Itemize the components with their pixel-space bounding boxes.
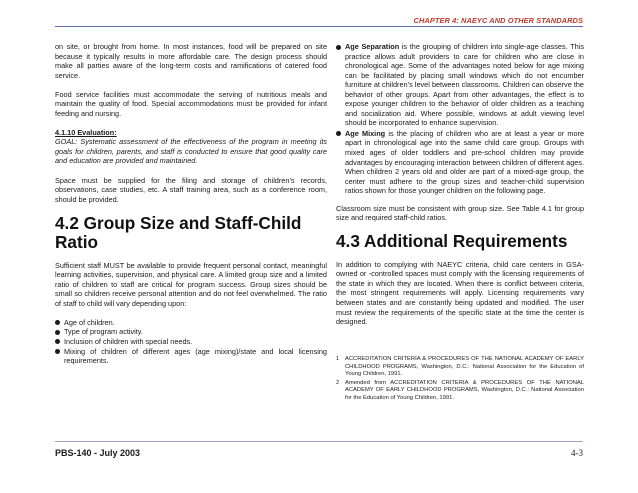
- document-id: PBS-140 - July 2003: [55, 448, 141, 458]
- list-item: [55, 337, 327, 347]
- page-number: 4-3: [571, 448, 583, 458]
- list-item: [336, 129, 584, 196]
- bullet-icon: [55, 320, 60, 325]
- footnote: [336, 380, 584, 403]
- term-age-separation: Age Separation: [345, 42, 400, 51]
- section-heading-4-2: 4.2 Group Size and Staff-Child Ratio: [55, 212, 302, 253]
- list-item-text: Type of program activity.: [64, 327, 143, 337]
- list-item-text: Mixing of children of different ages (age mixing)/state and local licensing requirements.: [64, 346, 327, 366]
- licensing-paragraph: In addition to complying with NAEYC criteria, child care centers in GSA-owned or -controlled spaces must comply with the licensing requirements of the state in which they are located. When there is conflict between criteria, the most stringent requirements will apply. Licensing requirements vary between states and are constantly being updated and modified. The user must review the requirements of the specific state at the time the center is designed.: [336, 259, 584, 327]
- footnote-text: Amended from ACCREDITATION CRITERIA & PROCEDURES OF THE NATIONAL ACADEMY OF EARLY CHILDHOOD PROGRAMS, Washington, D.C.: National Association for the Education of Young Children, 1991.: [345, 379, 584, 401]
- section-heading-4-3: 4.3 Additional Requirements: [336, 231, 568, 252]
- list-item-text: Age of children.: [64, 317, 115, 327]
- header-rule: [55, 26, 583, 27]
- bullet-icon: [55, 339, 60, 344]
- footnote-number: 2: [336, 379, 340, 386]
- bullet-icon: [336, 131, 341, 136]
- footnote-number: 1: [336, 356, 340, 362]
- list-item: [55, 347, 327, 366]
- footnotes: [336, 356, 584, 404]
- list-item: [55, 318, 327, 328]
- footnote-text: ACCREDITATION CRITERIA & PROCEDURES OF THE NATIONAL ACADEMY OF EARLY CHILDHOOD PROGRAMS, Washington, D.C.: National Association for the Education of Young Children, 1991.: [345, 356, 584, 378]
- records-paragraph: Space must be supplied for the filing and storage of children’s records, observations, case studies, etc. A staff training area, such as a conference room, should be provided.: [55, 175, 327, 204]
- staff-paragraph: Sufficient staff MUST be available to provide frequent personal contact, meaningful learning activities, supervision, and physical care. A limited group size and a limited ratio of children to staff are critical for program success. Group sizes should be small so children receive personal attention and do not feel overwhelmed. The ratio of staff to child will vary depending upon:: [55, 260, 327, 308]
- ratio-factors-list: [55, 318, 327, 366]
- list-item-text: Inclusion of children with special needs.: [64, 336, 193, 346]
- bullet-icon: [55, 349, 60, 354]
- list-item-text: is the grouping of children into single-age classes. This practice allows adult providers to care for children who are close in chronological age. Some of the advantages noted below for age mixing can be facilitated by placing small windows which do not encumber furniture at children’s level between classrooms. Children can observe the behavior of other groups. Apart from other advantages, the effect is to expose younger children to the behavior of older children as a teaching and socialization aid. Where possible, windows at adult viewing level should be incorporated to enhance supervision.: [345, 42, 584, 128]
- food-prep-paragraph: on site, or brought from home. In most instances, food will be prepared on site because it typically results in more affordable care. The design process should make all parties aware of the long-term costs and ramifications of catered food service.: [55, 42, 327, 80]
- age-grouping-list: [336, 42, 584, 196]
- footer-rule: [55, 441, 583, 442]
- right-column: [336, 42, 584, 336]
- classroom-size-paragraph: Classroom size must be consistent with group size. See Table 4.1 for group size and required staff-child ratios.: [336, 203, 584, 223]
- list-item: [336, 42, 584, 128]
- list-item: [55, 327, 327, 337]
- bullet-icon: [336, 45, 341, 50]
- goal-statement: GOAL: Systematic assessment of the effectiveness of the program in meeting its goals for children, parents, and staff is conducted to ensure that good quality care and education are provided and maintained.: [55, 137, 327, 166]
- chapter-header: CHAPTER 4: NAEYC AND OTHER STANDARDS: [413, 16, 583, 25]
- list-item-text: is the placing of children who are at least a year or more apart in chronological age into the same child care group. Groups with mixed ages of older toddlers and pre-school children may provide advantages by encouraging interaction between children of different ages. When children 2 years old and older are part of a mixed-age group, the center must adhere to the group sizes and teacher-child supervision ratios shown for those younger children on the following page.: [345, 128, 585, 196]
- left-column: [55, 42, 327, 374]
- term-age-mixing: Age Mixing: [345, 128, 386, 138]
- food-service-paragraph: Food service facilities must accommodate the serving of nutritious meals and maintain the quality of food. Special accommodations must be provided for infant feeding and nursing.: [55, 89, 327, 118]
- evaluation-heading: 4.1.10 Evaluation:: [55, 127, 117, 137]
- footnote: [336, 356, 584, 379]
- bullet-icon: [55, 330, 60, 335]
